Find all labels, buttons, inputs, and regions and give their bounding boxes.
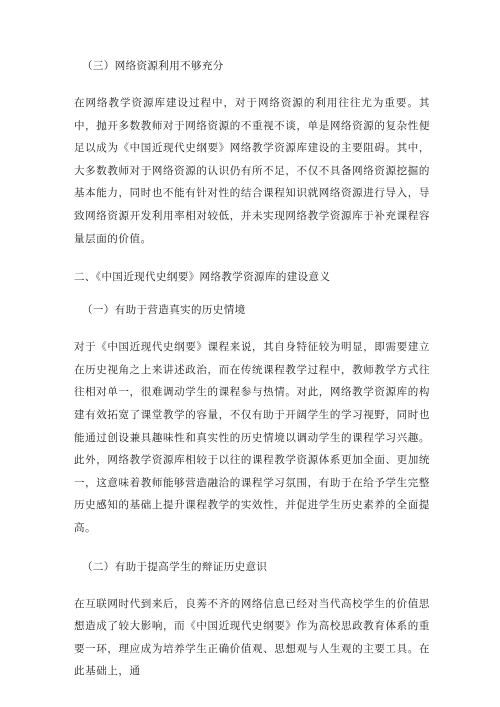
paragraph-dialectical-awareness: 在互联网时代到来后，良莠不齐的网络信息已经对当代高校学生的价值思想造成了较大影响，而《中国近现代史纲要》作为高校思政教育体系的重要一环，理应成为培养学生正确价值观、思想观与人生观的主要工具。在此基础上，通 [74,597,430,678]
paragraph-network-resources: 在网络教学资源库建设过程中，对于网络资源的利用往往尤为重要。其中，抛开多数教师对于网络资源的不重视不谈，单是网络资源的复杂性便足以成为《中国近现代史纲要》网络教学资源库建设的主要阻碍。其中，大多数教师对于网络资源的认识仍有所不足，不仅不具备网络资源挖掘的基本能力，同时也不能有针对性的结合课程知识就网络资源进行导入，导致网络资源开发利用率相对较低，并未实现网络教学资源库于补充课程容量层面的价值。 [74,97,430,245]
section-heading-3: （三）网络资源利用不够充分 [82,60,224,72]
section-heading-significance: 二、《中国近现代史纲要》网络教学资源库的建设意义 [74,271,331,284]
subsection-heading-2: （二）有助于提高学生的辩证历史意识 [82,560,268,573]
subsection-heading-1: （一）有助于营造真实的历史情境 [82,304,246,317]
paragraph-history-context: 对于《中国近现代史纲要》课程来说，其自身特征较为明显，即需要建立在历史视角之上来讲述政治，而在传统课程教学过程中，教师教学方式往往相对单一，很难调动学生的课程参与热情。对此，网络教学资源库的构建有效拓宽了课堂教学的容量，不仅有助于开阔学生的学习视野，同时也能通过创设兼具趣味性和真实性的历史情境以调动学生的课程学习兴趣。此外，网络教学资源库相较于以往的课程教学资源体系更加全面、更加统一，这意味着教师能够营造融洽的课程学习氛围，有助于在给予学生完整历史感知的基础上提升课程教学的实效性，并促进学生历史素养的全面提高。 [74,341,430,534]
